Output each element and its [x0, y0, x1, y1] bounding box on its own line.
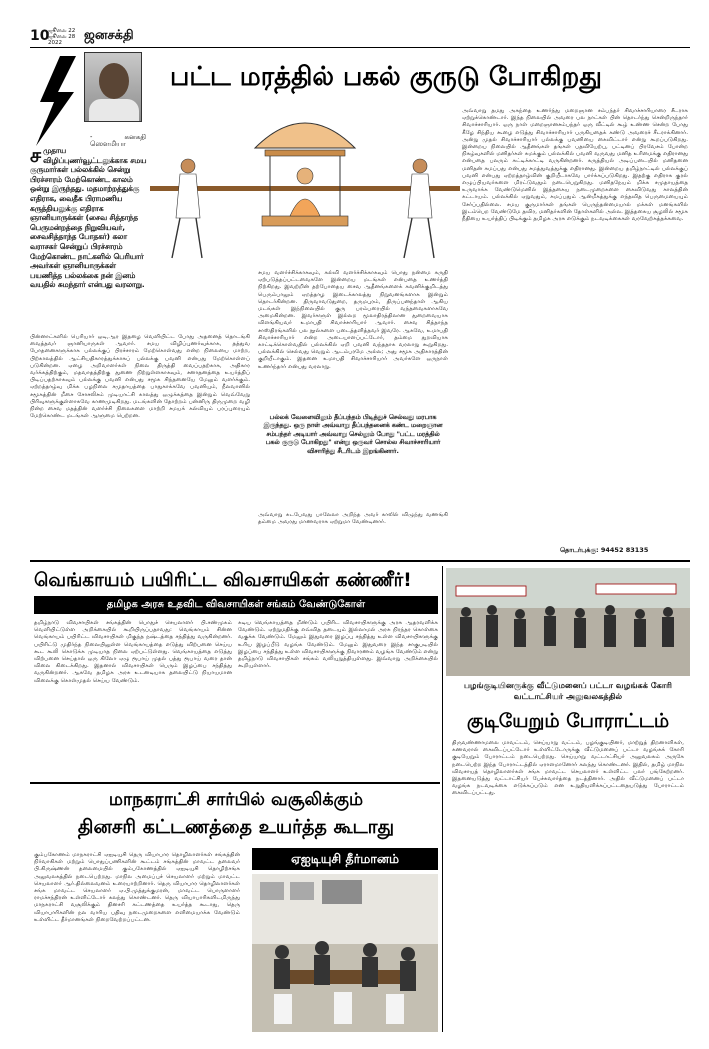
lead-headline: பட்ட மரத்தில் பகல் குருடு போகிறது	[170, 62, 602, 92]
drop-cap: ச	[30, 146, 42, 167]
protest-photo-scene	[446, 568, 690, 676]
lead-intro-text: முதாய விழிப்புணர்வூட்டலுக்காக சமய குருமார்கள் பல்லக்கில் சென்று பிரச்சாரம் மேற்கொண்ட காலம் ஒன்று இருந்தது. மதமாற்றத்துக்கு எதிராக, வைதீக பிராமணிய கருத்தியலுக்கு எதிராக ஞானியாருக்கள் (சைவ சித்தாந்த பெருமன்றத்தை நிறுவியவர், சைவசித்தாந்த போதகர்) கலா வராசகர் சென்றுப் பிரச்சாரம் மேற்கொண்ட நாட்களில் பெரியார் அவர்கள் ஞானியாருக்கள் பயணித்த பல்லக்கை நன் இனம் வயதில் சுமந்தார் என்பது வரலாறு.	[30, 146, 147, 290]
issue-date	[48, 28, 75, 46]
section-divider	[30, 560, 690, 562]
onion-subhead: தமிழக அரசு உதவிட விவசாயிகள் சங்கம் வேண்டுகோள்	[34, 596, 438, 614]
issue-date-line: 2022	[48, 40, 62, 46]
corporation-headline-line-1: மாநகராட்சி சார்பில் வசூலிக்கும்	[108, 790, 364, 810]
onion-column-2: சுடிய வெங்காயத்தை மீண்டும் பயிரிட விவசாயிகளுக்கு அரசு ஆதரவளிக்க வேண்டும். ஏற்றுமதிக்கு எவ்வித தடையும் இல்லாமல் அரசு நிரந்தர கொள்கை வகுக்க வேண்டும். மேலும் இதுவரை இழப்பு சந்தித்து உள்ள விவசாயிகளுக்கு உரிய இழப்பீடு வழங்க வேண்டும். மேலும் இதுவரை இந்த சாகுபடியில் இழப்பை சந்தித்து உள்ள விவசாயிகளுக்கு நிவாரணம் வழங்க வேண்டும் என்று தமிழ்நாடு விவசாயிகள் சங்கம் வலியுறுத்தியுள்ளது. இவ்வாறு அறிக்கையில் கூறியுள்ளார்.	[238, 620, 438, 670]
pull-quote: பல்லக் வேளைவிலும் தீப்பந்தம் பிடித்துச் செல்வது மரபாக இருந்தது. ஒரு நாள் அவ்வாறு தீப்பந்தனைக் கண்ட மறைஞான சம்பந்தர் அடியார் அவ்வாறு செல்லும் போது "பட்ட மரத்தில் பகல் குருடு போகிறது" என்று ஒருவர் சொல்ல சிவாச்சாரியார் விசாரித்து சீடரிடம் இறங்கினார்.	[263, 414, 443, 455]
protest-body: திருவண்ணாமலை மாவட்டம், செய்யாறு வட்டம், பழங்குடியினர், மாற்றுத் திறனாளிகள், கணவரால் கைவிடப்பட்டோர் உள்ளிட்டோருக்கு வீட்டுமனைப் பட்டா வழங்கக் கோரி குடியேறும் போராட்டம் நடைபெற்றது. செய்யாறு வட்டாட்சியர் அலுவலகம் அருகே நடைபெற்ற இந்த போராட்டத்தில் ஏராளமானோர் கலந்து கொண்டனர். இதில், தமிழ் மாநில விவசாயத் தொழிலாளர்கள் சங்க மாவட்ட செயலாளர் உள்ளிட்ட பலர் பங்கேற்றனர். இதனையடுத்து வட்டாட்சியர் பேச்சுவார்த்தை நடத்தினார். அதில் வீட்டுமனைப் பட்டா வழங்க நடவடிக்கை எடுக்கப்படும் என உறுதியளிக்கப்பட்டதையடுத்து போராட்டம் கைவிடப்பட்டது.	[452, 740, 684, 797]
lead-column-2-tail: அவ்வாறு சுடபேவது பாலேலா அறிந்த அவர் காலில் விழுந்து வணங்கி தம்மை அவரது மாணவராக ஏற்றுமா வேண்டினார்.	[258, 512, 448, 526]
aituc-banner: ஏஐடியுசி தீர்மானம்	[252, 848, 438, 870]
protest-caption: பழங்குடியினருக்கு வீட்டுமனைப் பட்டா வழங்கக் கோரி வட்டாட்சியர் அலுவலகத்தில்	[463, 680, 673, 701]
lead-column-1: பின்னாட்களில் பெரியார் ஒடி,ஆர இதழை வெளியிட்ட போது அதனைத் தொடங்கி வைத்தவர் ஞானியாருகள் ஆவார். சமய விழிப்புணர்வுக்காக, தத்துவ போதனைகளுக்காக பல்லக்குப் பிரச்சாரம் மேற்கொள்வது என்ற நிலையை மாற்ற, பிற்காலத்தில் ஆட்சியதிகாரத்துக்காகப் பல்லக்கு பவனி என்பது மேற்கொள்ளப் படுகின்றன. ஏழை அறிவாளர்கள் நிலை திருத்தி வைப்பதற்காக, அதிகார வர்க்கத்திற்கும், மதவாதத்திற்கு துணை நிற்றுள்ளகாகவும், சனாதனத்தை உயர்த்திப் பிடிப்பதற்காகவும் பல்லக்கு பவனி என்பது சமூக சிந்தனையே மேலும் வளர்க்கும். ஏற்றத்தாழ்வு மிக்க பழநிலை சமுதாயத்தை பாதுகாக்கவே பவனியும், நீலவானில் சமூகத்தின் மீசை சோசலிசம் முடியாட்சி காலத்து ஒழுக்கத்தை இன்றும் வெவ்வேறு பிரிவுகளுக்குள்ளாகவே காணமுடிகிறது. மடங்களின் தோற்றம் பன்னிரு திருமுறை வழி நின்ற சைவ மதத்தின் வளர்ச்சி நிலைகளை மாற்றி சமயக் கல்வியும் பரப்புரையும் மேற்கொண்ட மடங்கள் ஆளுமை பெற்றன.	[30, 334, 250, 420]
corporation-headline-line-2: தினசரி கட்டணத்தை உயர்த்த கூடாது	[77, 816, 395, 838]
issue-date-line: ஜூலை 22	[48, 28, 76, 34]
onion-headline: வெங்காயம் பயிரிட்ட விவசாயிகள் கண்ணீர்!	[34, 570, 412, 591]
protest-photo	[446, 568, 690, 676]
contact-line: தொடர்புக்கு: 94452 83135	[560, 546, 649, 554]
lead-byline: - கனகதி ஸௌமியா	[90, 134, 146, 149]
column-divider	[442, 566, 443, 1032]
meeting-photo-scene	[252, 874, 438, 1032]
section-divider	[30, 782, 440, 784]
author-photo	[84, 52, 142, 122]
palanquin-illustration	[150, 108, 460, 268]
corporation-body: கும்பகோணம் மாநகராட்சி ஏஐடியுசி தெரு வியாபார தொழிலாளர்கள் சங்கத்தின் நிர்வாகிகள் மற்றும் பொதுப்பணிகளின் கூட்டம் சங்கத்தின் மாவட்ட தலைவர் பி.கிருஷ்ணன் தலைமையில் கும்பகோணத்தில் ஏஐடியுசி தொழிற்சங்க அலுவலகத்தில் நடைபெற்றது. மாநில அமைப்புச் செயலாளர் மற்றும் மாவட்ட செயலாளர் ஆர்.தில்லைவனம் உரையாற்றினார். தெரு வியாபார தொழிலாளர்கள் சங்க மாவட்ட செயலாளர் ஏ.பி.முத்துக்குமரன், மாவட்ட பொருளாளர் ராமச்சந்திரன் உள்ளிட்டோர் கலந்து கொண்டனர். தெரு வியாபாரிகளிடமிருந்து மாநகராட்சி வசூலிக்கும் தினசரி கட்டணத்தை உயர்த்த கூடாது, தெரு வியாபாரிகளின் நல வாரிய பதிவு நடைமுறைகளை எளிமையாக்க வேண்டும் உள்ளிட்ட தீர்மானங்கள் நிறைவேற்றப்பட்டன.	[34, 852, 240, 923]
meeting-photo	[252, 874, 438, 1032]
lightning-icon	[30, 56, 82, 146]
page-number: 10	[30, 28, 50, 44]
issue-date-line: ஜூலை 28	[48, 34, 76, 40]
lead-column-3: அவ்வாறு தமது அகந்தை உணர்ந்து மறைஞான சம்பந்தர் சிவாச்சாரியாரை சீடராக ஏற்றுக்கொண்டார். இந்த நிலையில் அவரை பல நாட்கள் பின் தொடர்ந்து சென்றிருந்தார் சிவாச்சாரியார். ஒரு நாள் மறைஞானசம்பந்தர் ஒரு வீட்டில் கூழ் உண்ண சென்ற போது கீழே சிந்திய கூழை எடுத்து சிவாச்சாரியார் பருகியதைக் கண்டு அவரைச் சீடராக்கினார். அன்று முதல் சிவாச்சாரியார் பல்லக்கு பவனியை கைவிட்டார் என்று கூறப்படுகிறது. இன்றைய நிலையில் ஆதீனங்கள் தங்கள் பதவியேற்பு, பட்டினப் பிரவேசம் போன்ற நிகழ்வுகளில் மனிதர்கள் சுமக்கும் பல்லக்கில் பவனி வருவது மனித உரிமைக்கு எதிரானது என்பதை பலரும் சுட்டிக்காட்டி வருகின்றனர். கருத்தியல் அடிப்படையில் மனிதனை மனிதன் சுமப்பது என்பது சமத்துவத்துக்கு எதிரானது. இன்றைய தமிழ்நாட்டில் பல்லக்குப் பவனி என்பது ஏற்றத்தாழ்வின் குறியீடாகவே பார்க்கப்படுகிறது. இதற்கு எதிராக குரல் எழுப்பியவர்களை மிரட்டுவதும் நடைபெறுகிறது. மனிதநேயம் மிக்க சமுதாயத்தை உருவாக்க வேண்டுமெனில் இத்தகைய நடைமுறைகளை கைவிடுவது காலத்தின் கட்டாயம். பல்லக்கில் ஏறுவதும், சுமப்பதும் ஆன்மீகத்துக்கு எந்தவித பெருமையையும் சேர்ப்பதில்லை. சமய குருமார்கள் தங்கள் பெருந்தன்மையால் மக்கள் மனங்களில் இடம்பெற வேண்டுமே தவிர, மனிதர்களின் தோள்களில் அல்ல. இத்தகைய சூழலில் சமூக நீதியை உயர்த்திப் பிடிக்கும் தமிழக அரசு எடுக்கும் நடவடிக்கைகள் வரவேற்கத்தக்கவை.	[462, 108, 688, 223]
lead-column-2: சமய வளர்ச்சிக்காகவும், கல்வி வளர்ச்சிக்காகவும் பொது நன்மை கருதி ஏற்படுத்தப்பட்டவைகளே இன்றைய மடங்கள் என்பதை உணர்த்தி நிற்கிறது. இவற்றின் தற்போதைய சைவ ஆதீனங்களைக் கவனிக்குமிடத்து பெரும்பாலும் ஏறத்தாழ இடைக்காலத்து நிறுவனங்களாக இன்றும் தொடர்கின்றன. திருவாவடுதுறை, தருமபுரம், திருப்பனந்தாள் ஆகிய மடங்கள் இந்நிலையில் குரு பரம்பரையில் வந்தவைகளாகவே அமைகின்றன. இவர்களுள் இல்லற மூலாதிரத்திலான துறைவையாக விளங்கியவர் உமாபதி சிவாச்சாரியார் ஆவார். சைவ சித்தாந்த சாஸ்திரங்களில் பல நூல்களை படைத்தளித்தவர் இவரே. ஆகவே, உமாபதி சிவாச்சாரியார் என்ற அடையாளப்பட்டோர், தம்மை துறவியாக காட்டிக்கொள்வதில் பல்லக்கில் ஏறி பவனி வந்ததாக வரலாறு கூறுகிறது. பல்லக்கில் செல்வது வெறும் ஆடம்பரமே அல்ல; அது சமூக அதிகாரத்தின் குறியீடாகும். இதனை உமாபதி சிவாச்சாரியார் அவர்களே ஒருநாள் உணர்ந்தார் என்பது வரலாறு.	[258, 270, 448, 370]
protest-headline: குடியேறும் போராட்டம்	[466, 710, 670, 732]
lead-intro	[30, 146, 150, 330]
paper-name: ஜனசக்தி	[84, 28, 134, 43]
onion-column-1: தமிழ்நாடு விவசாயிகள் சங்கத்தின் பொதுச் செயலாளர் பி.சண்முகம் வெளியிட்டுள்ள அறிக்கையில் கூறியிருப்பதாவது: வெங்காயம் சின்ன வெங்காயம் பயிரிட்ட விவசாயிகள் மிகுந்த நஷ்டத்தை சந்தித்து வருகின்றனர். பயிரிட்டு முதிர்ந்த நிலையிலுள்ள வெங்காயத்தை எடுத்து விற்பனை செய்ய கூட கூலி கொடுக்க முடியாத நிலை ஏற்பட்டுள்ளது. வெங்காயத்தை எடுத்து விற்பனை செய்தால் ஒரு கிலோ ஏழு ரூபாய் முதல் பத்து ரூபாய் வரை தான் விலை கிடைக்கிறது. இதனால் விவசாயிகள் பெரும் இழப்பை சந்தித்து வருகின்றனர். ஆகவே தமிழக அரசு உடனடியாக தலையிட்டு நியாயமான விலைக்கு கொள்முதல் செய்ய வேண்டும்.	[34, 620, 232, 684]
